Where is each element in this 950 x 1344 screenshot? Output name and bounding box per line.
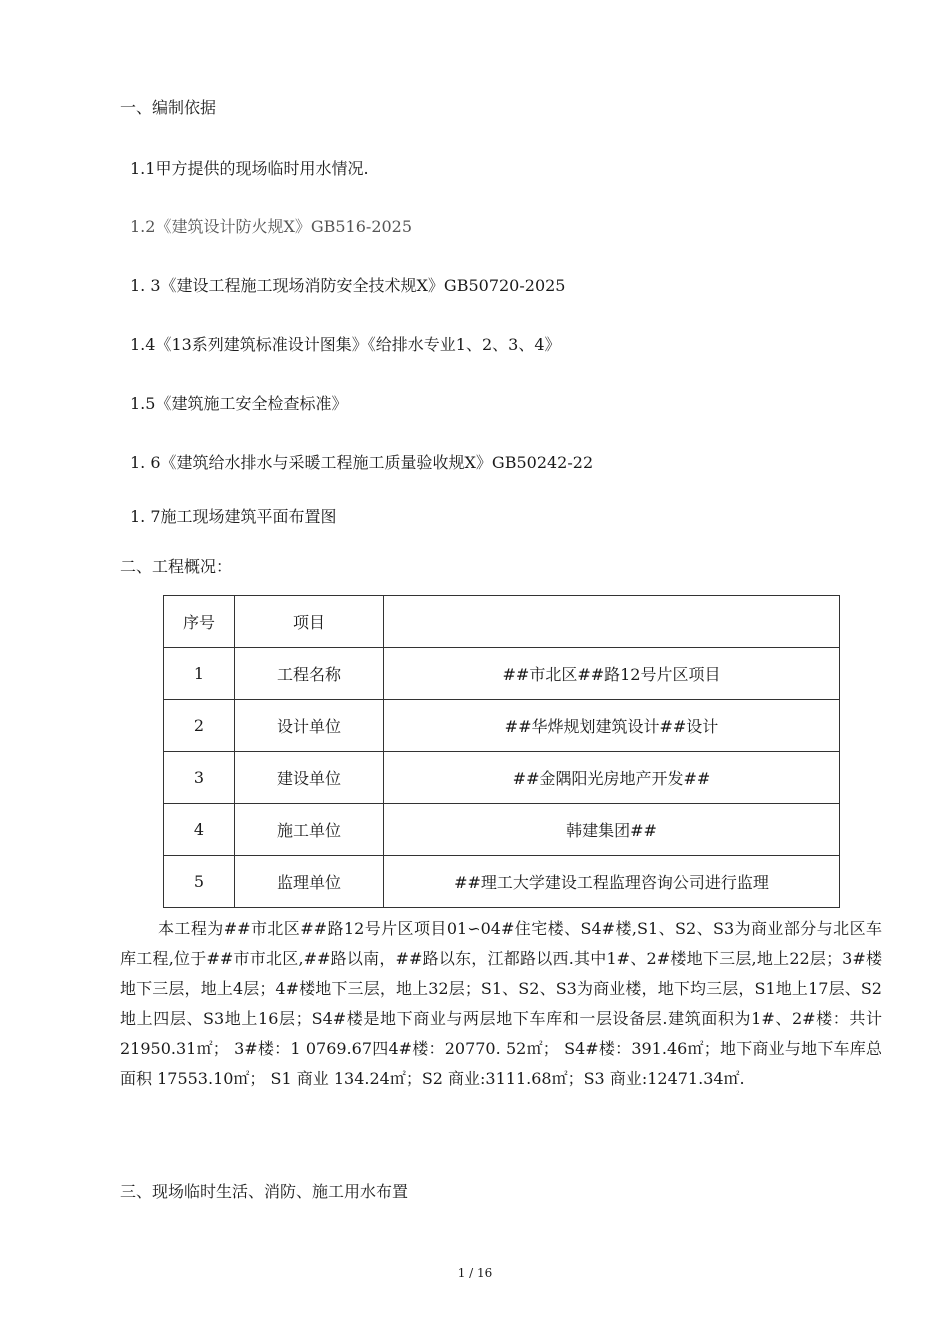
- project-overview-table: [163, 595, 840, 908]
- basis-item-6: 1. 6《建筑给水排水与采暖工程施工质量验收规X》GB50242-22: [130, 453, 594, 472]
- row-label: 监理单位: [235, 856, 384, 908]
- basis-item-4: 1.4《13系列建筑标准设计图集》《给排水专业1、2、3、4》: [130, 335, 561, 354]
- row-index: 5: [164, 856, 235, 908]
- table-header-row: [164, 596, 840, 648]
- basis-item-5: 1.5《建筑施工安全检查标准》: [130, 394, 348, 413]
- row-value: ##理工大学建设工程监理咨询公司进行监理: [384, 856, 840, 908]
- table-row: [164, 700, 840, 752]
- section3-heading: 三、现场临时生活、消防、施工用水布置: [120, 1182, 409, 1201]
- row-index: 3: [164, 752, 235, 804]
- table-row: [164, 648, 840, 700]
- header-cell-item: 项目: [235, 596, 384, 648]
- project-description-paragraph: 本工程为##市北区##路12号片区项目01∽04#住宅楼、S4#楼,S1、S2、S3为商业部分与北区车库工程,位于##市市北区,##路以南，##路以东，江都路以西.其中1#、2#楼地下三层,地上22层；3#楼地下三层，地上4层；4#楼地下三层，地上32层；S1、S2、S3为商业楼，地下均三层，S1地上17层、S2地上四层、S3地上16层；S4#楼是地下商业与两层地下车库和一层设备层.建筑面积为1#、2#楼：共计21950.31㎡； 3#楼：1 0769.67四4#楼：20770. 52㎡； S4#楼：391.46㎡；地下商业与地下车库总面积 17553.10㎡； S1 商业 134.24㎡；S2 商业:3111.68㎡；S3 商业:12471.34㎡.: [120, 919, 882, 1088]
- basis-item-3: 1. 3《建设工程施工现场消防安全技术规X》GB50720-2025: [130, 276, 566, 295]
- section2-heading: 二、工程概况：: [120, 557, 233, 576]
- row-value: 韩建集团##: [384, 804, 840, 856]
- header-cell-index: 序号: [164, 596, 235, 648]
- table-row: [164, 752, 840, 804]
- basis-item-2: 1.2《建筑设计防火规X》GB516-2025: [130, 217, 413, 236]
- row-label: 施工单位: [235, 804, 384, 856]
- header-cell-value: [384, 596, 840, 648]
- row-index: 1: [164, 648, 235, 700]
- table-row: [164, 804, 840, 856]
- row-value: ##市北区##路12号片区项目: [384, 648, 840, 700]
- basis-item-1: 1.1甲方提供的现场临时用水情况.: [130, 159, 369, 178]
- page-number: 1 / 16: [457, 1266, 493, 1280]
- basis-item-7: 1. 7施工现场建筑平面布置图: [130, 507, 337, 526]
- row-label: 工程名称: [235, 648, 384, 700]
- table-row: [164, 856, 840, 908]
- section1-heading: 一、编制依据: [120, 98, 217, 117]
- row-label: 设计单位: [235, 700, 384, 752]
- row-index: 4: [164, 804, 235, 856]
- row-value: ##华烨规划建筑设计##设计: [384, 700, 840, 752]
- row-value: ##金隅阳光房地产开发##: [384, 752, 840, 804]
- row-label: 建设单位: [235, 752, 384, 804]
- row-index: 2: [164, 700, 235, 752]
